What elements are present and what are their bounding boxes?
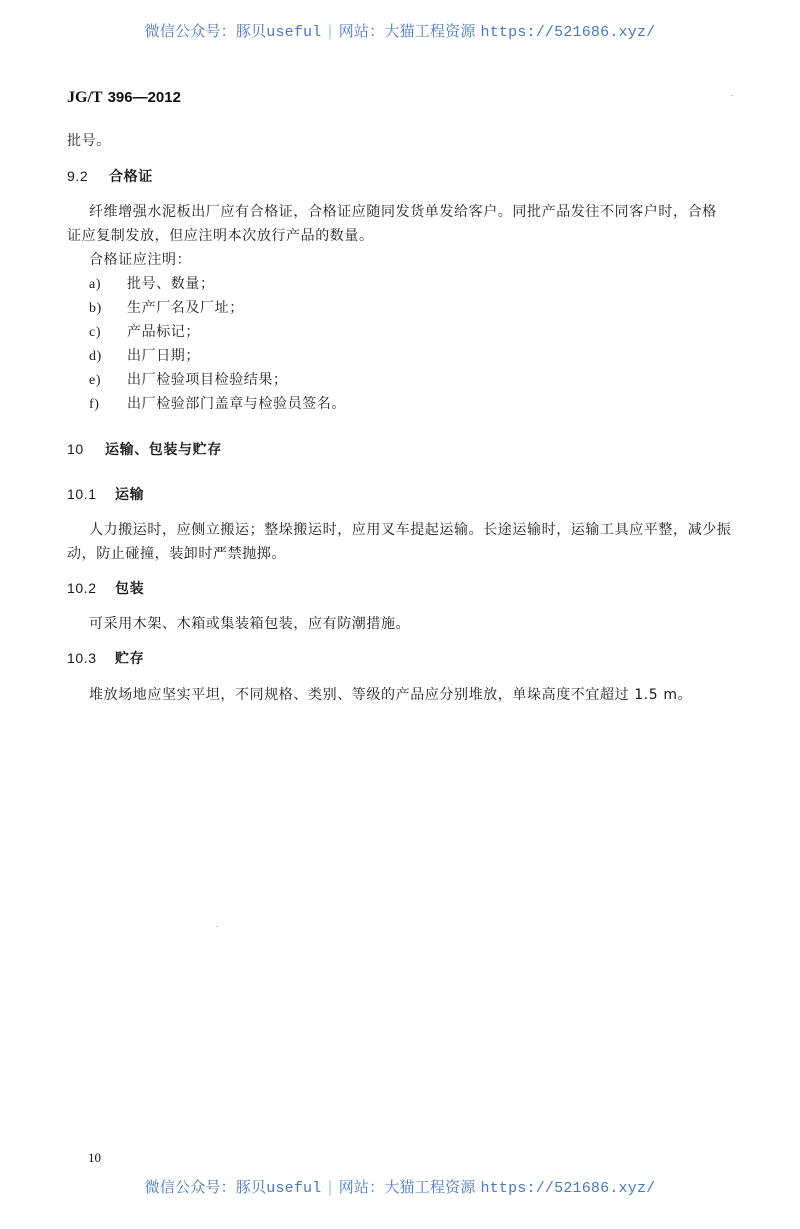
watermark-separator: | — [327, 1178, 333, 1196]
list-text: 出厂日期； — [127, 348, 200, 364]
list-text: 出厂检验项目检验结果； — [127, 372, 288, 388]
list-marker: c) — [89, 325, 102, 340]
scan-speck — [731, 95, 733, 96]
list-item-a — [89, 273, 215, 293]
section-number: 10 — [67, 441, 84, 457]
paragraph-10-1-line2: 动，防止碰撞，装卸时严禁抛掷。 — [67, 546, 286, 562]
section-heading-9-2 — [67, 166, 153, 186]
section-title: 包装 — [115, 581, 145, 597]
section-title: 运输、包装与贮存 — [105, 442, 222, 458]
section-number: 10.1 — [67, 486, 97, 502]
section-number: 10.2 — [67, 580, 97, 596]
carryover-text: 批号。 — [67, 133, 111, 149]
paragraph-9-2-line1: 纤维增强水泥板出厂应有合格证，合格证应随同发货单发给客户。同批产品发往不同客户时，合格 — [89, 204, 717, 220]
watermark-bottom — [0, 1176, 800, 1197]
list-text: 出厂检验部门盖章与检验员签名。 — [127, 396, 346, 412]
list-item-d — [89, 345, 200, 365]
standard-prefix: JG/T — [67, 89, 103, 106]
section-heading-10-2 — [67, 578, 144, 598]
list-marker: f) — [89, 397, 100, 412]
paragraph-10-2: 可采用木架、木箱或集装箱包装，应有防潮措施。 — [89, 616, 411, 632]
watermark-account: 微信公众号：豚贝useful — [144, 22, 322, 41]
list-text: 产品标记； — [127, 324, 200, 340]
section-heading-10 — [67, 439, 222, 459]
list-intro: 合格证应注明： — [89, 252, 192, 268]
list-marker: a) — [89, 277, 102, 292]
list-marker: b) — [89, 301, 102, 316]
paragraph-10-3: 堆放场地应坚实平坦，不同规格、类别、等级的产品应分别堆放，单垛高度不宜超过 1.5 m。 — [89, 687, 693, 703]
standard-code-header — [67, 88, 181, 107]
watermark-top — [0, 20, 800, 41]
section-title: 合格证 — [109, 169, 153, 185]
section-heading-10-3 — [67, 648, 144, 668]
paragraph-10-1-line1: 人力搬运时，应侧立搬运；整垛搬运时，应用叉车提起运输。长途运输时，运输工具应平整，减少振 — [89, 522, 732, 538]
list-marker: d) — [89, 349, 102, 364]
watermark-account: 微信公众号：豚贝useful — [144, 1178, 322, 1197]
list-item-f — [89, 393, 346, 413]
standard-number: 396—2012 — [107, 89, 181, 106]
watermark-site: 网站：大猫工程资源 — [338, 22, 476, 40]
section-title: 贮存 — [115, 651, 145, 667]
watermark-site: 网站：大猫工程资源 — [338, 1178, 476, 1196]
watermark-separator: | — [327, 22, 333, 40]
section-number: 10.3 — [67, 650, 97, 666]
page-number: 10 — [88, 1150, 101, 1165]
list-item-e — [89, 369, 288, 389]
list-text: 批号、数量； — [127, 276, 215, 292]
watermark-url[interactable]: https://521686.xyz/ — [480, 1180, 656, 1197]
list-item-c — [89, 321, 200, 341]
section-number: 9.2 — [67, 168, 89, 184]
scan-speck — [216, 926, 218, 927]
list-text: 生产厂名及厂址； — [127, 300, 244, 316]
section-heading-10-1 — [67, 484, 144, 504]
paragraph-9-2-line2: 证应复制发放，但应注明本次放行产品的数量。 — [67, 228, 374, 244]
list-marker: e) — [89, 373, 102, 388]
list-item-b — [89, 297, 244, 317]
watermark-url[interactable]: https://521686.xyz/ — [480, 24, 656, 41]
section-title: 运输 — [115, 487, 145, 503]
